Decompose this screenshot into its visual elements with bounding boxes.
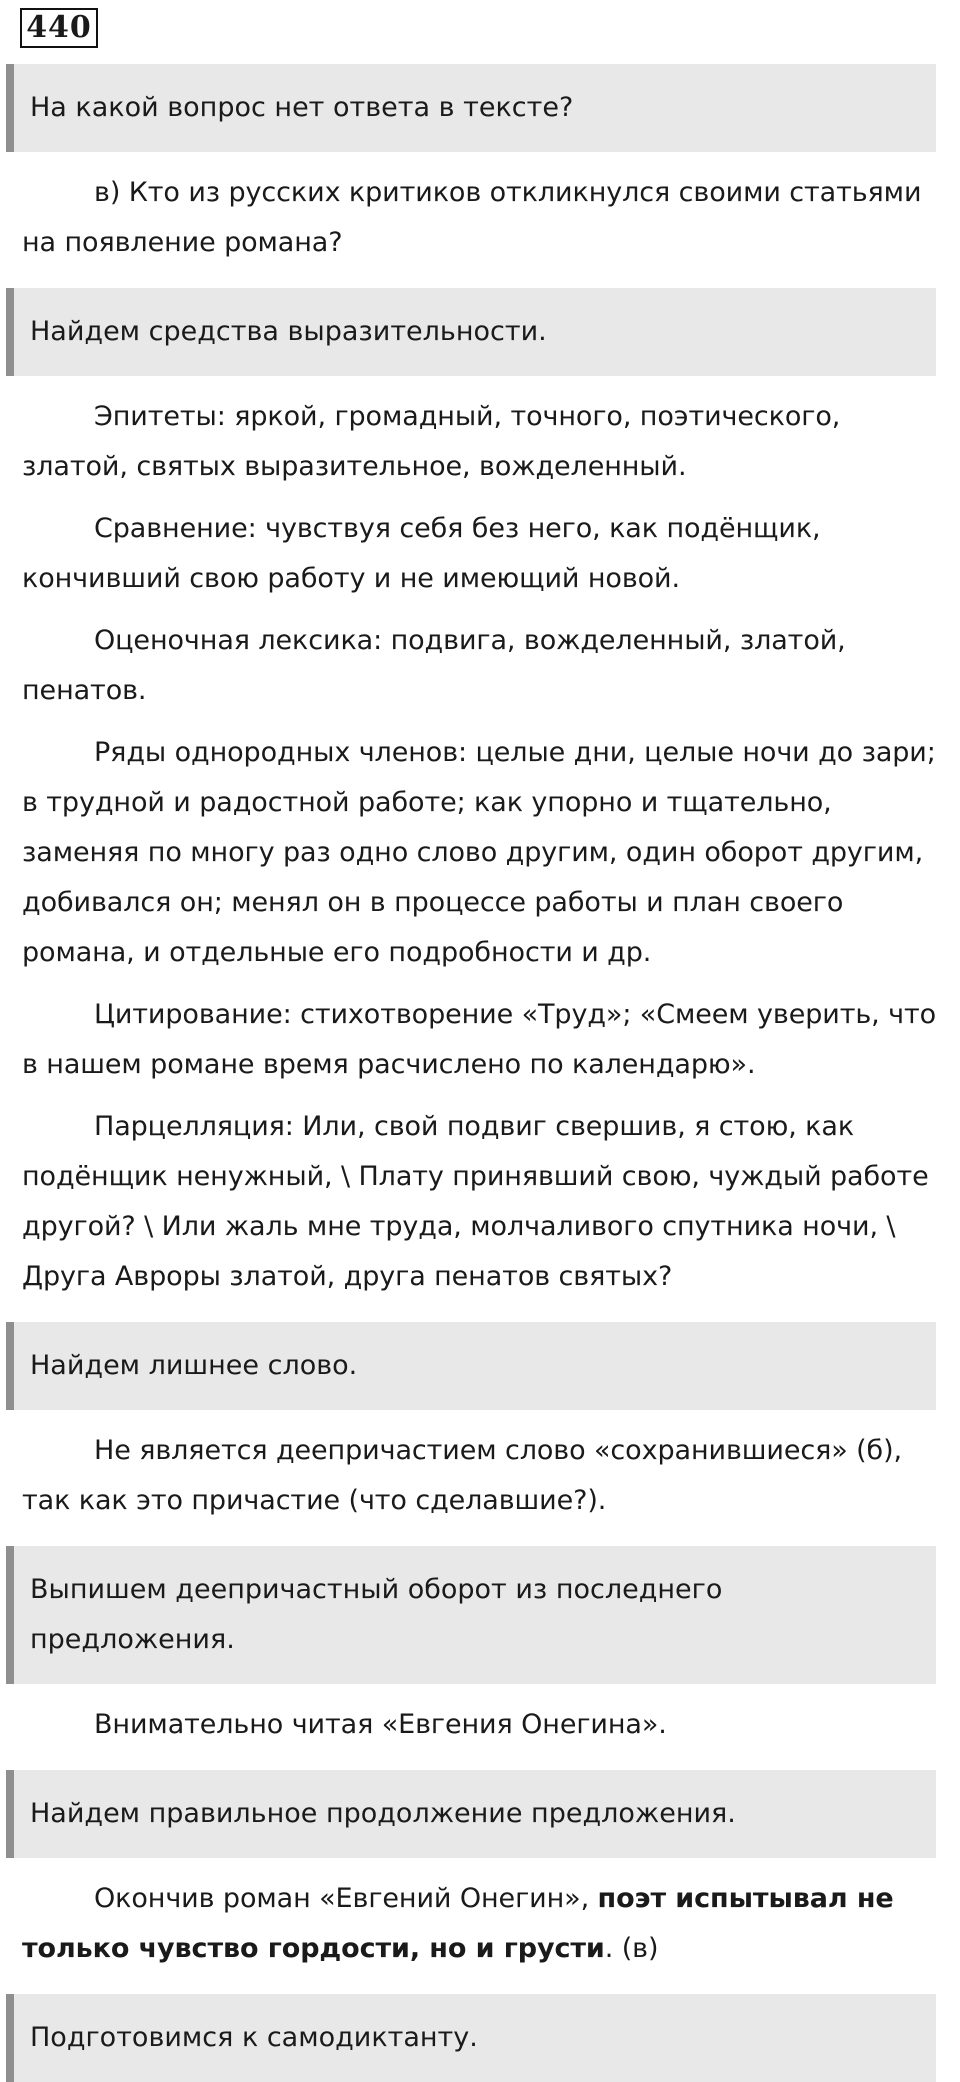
paragraph: Парцелляция: Или, свой подвиг свершив, я стою, как подёнщик ненужный, \ Плату принявший свою, чуждый работе другой? \ Или жаль мне труда, молчаливого спутника ночи, \ Друга Авроры златой, друга пенатов святых?	[22, 1111, 929, 1292]
paragraph: в) Кто из русских критиков откликнулся своими статьями на появление романа?	[22, 177, 922, 258]
section-heading: На какой вопрос нет ответа в тексте?	[6, 64, 936, 152]
task-number-box: 440	[20, 8, 98, 48]
answer-text-bold: поэт испытывал не только чувство гордости, но и грусти	[22, 1883, 894, 1964]
paragraph: Сравнение: чувствуя себя без него, как подёнщик, кончивший свою работу и не имеющий новой.	[22, 513, 821, 594]
section-heading: Подготовимся к самодиктанту.	[6, 1994, 936, 2082]
paragraph: Оценочная лексика: подвига, вожделенный, златой, пенатов.	[22, 625, 846, 706]
paragraph: Внимательно читая «Евгения Онегина».	[94, 1709, 667, 1740]
answer-text-end: . (в)	[604, 1933, 659, 1964]
paragraph: Ряды однородных членов: целые дни, целые ночи до зари; в трудной и радостной работе; как упорно и тщательно, заменяя по многу раз одно слово другим, один оборот другим, добивался он; менял он в процессе работы и план своего романа, и отдельные его подробности и др.	[22, 737, 936, 968]
answer-text-start: Окончив роман «Евгений Онегин»,	[94, 1883, 598, 1914]
paragraph: Не является деепричастием слово «сохранившиеся» (б), так как это причастие (что сделавшие?).	[22, 1435, 903, 1516]
section-heading: Найдем средства выразительности.	[6, 288, 936, 376]
paragraph: Цитирование: стихотворение «Труд»; «Смеем уверить, что в нашем романе время расчислено по календарю».	[22, 999, 937, 1080]
paragraph: Эпитеты: яркой, громадный, точного, поэтического, златой, святых выразительное, вожделенный.	[22, 401, 841, 482]
section-heading: Найдем лишнее слово.	[6, 1322, 936, 1410]
section-heading: Найдем правильное продолжение предложения.	[6, 1770, 936, 1858]
content	[0, 64, 960, 2082]
section-heading: Выпишем деепричастный оборот из последнего предложения.	[6, 1546, 936, 1684]
answer-paragraph	[0, 1874, 960, 1974]
